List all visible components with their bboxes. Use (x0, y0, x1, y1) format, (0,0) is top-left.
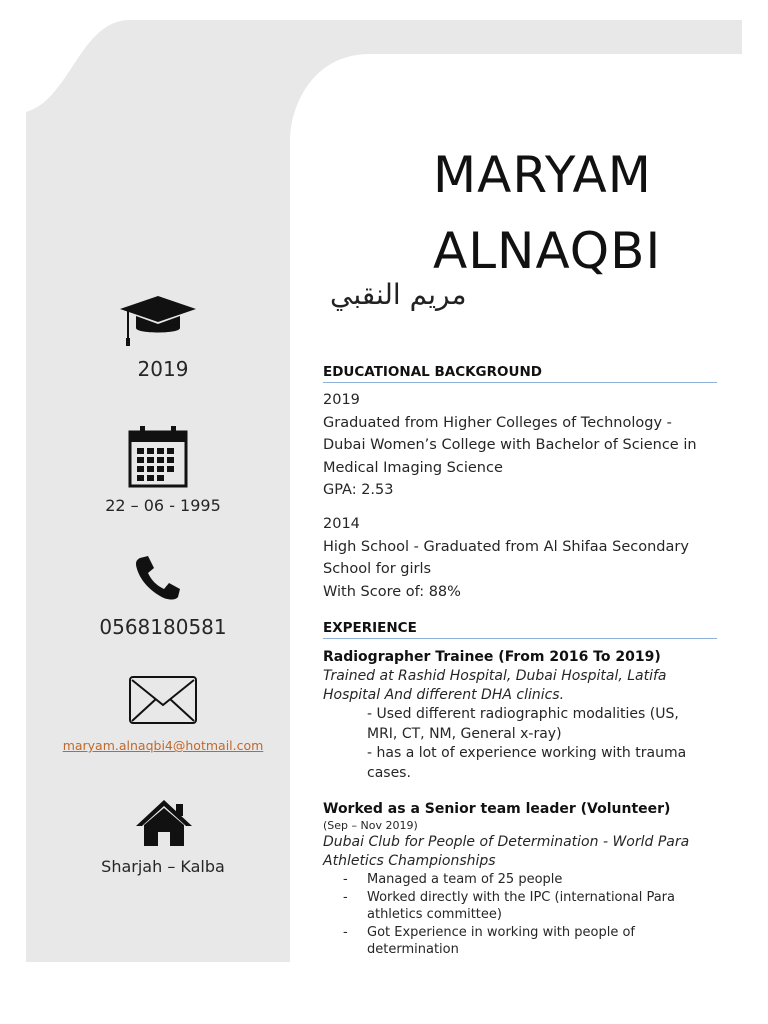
home-icon (134, 798, 194, 848)
list-item: - Worked directly with the IPC (international Para athletics committee) (323, 889, 717, 924)
education-entry-2019 (323, 389, 717, 502)
job-place: Trained at Rashid Hospital, Dubai Hospital, Latifa (323, 668, 667, 684)
education-text: Dubai Women’s College with Bachelor of Science in (323, 437, 697, 453)
job-point: - has a lot of experience working with trauma (367, 745, 687, 761)
job-place: Dubai Club for People of Determination - World Para (323, 834, 690, 850)
job-bullets (323, 871, 717, 959)
education-text: Graduated from Higher Colleges of Technology - (323, 414, 672, 431)
experience-job-1 (323, 647, 717, 783)
last-name: ALNAQBI (433, 222, 662, 280)
calendar-icon (128, 424, 188, 488)
education-text: School for girls (323, 561, 432, 577)
job-point: cases. (367, 764, 411, 781)
education-text: Medical Imaging Science (323, 459, 503, 476)
experience-job-2 (323, 799, 717, 959)
list-item: - Got Experience in working with people of determination (323, 924, 717, 959)
job-title: Worked as a Senior team leader (Volunteer) (323, 801, 671, 817)
education-year: 2019 (323, 392, 360, 408)
education-score: With Score of: 88% (323, 583, 461, 600)
list-item: - Managed a team of 25 people (323, 871, 717, 889)
graduation-year: 2019 (137, 357, 189, 381)
experience-heading: EXPERIENCE (323, 620, 717, 639)
envelope-icon (128, 675, 198, 725)
education-entry-2014 (323, 513, 717, 603)
graduation-cap-icon (118, 294, 198, 348)
phone-icon (134, 554, 182, 600)
location: Sharjah – Kalba (101, 857, 225, 876)
email-link[interactable]: maryam.alnaqbi4@hotmail.com (62, 738, 264, 753)
job-dates: (Sep – Nov 2019) (323, 819, 418, 832)
education-gpa: GPA: 2.53 (323, 482, 394, 498)
education-year: 2014 (323, 516, 360, 532)
education-text: High School - Graduated from Al Shifaa Secondary (323, 538, 689, 555)
phone-number: 0568180581 (99, 615, 227, 639)
job-point: MRI, CT, NM, General x-ray) (367, 725, 562, 742)
education-heading: EDUCATIONAL BACKGROUND (323, 364, 717, 383)
first-name: MARYAM (433, 146, 652, 204)
job-place: Athletics Championships (323, 853, 496, 869)
job-title: Radiographer Trainee (From 2016 To 2019) (323, 649, 661, 665)
birth-date: 22 – 06 - 1995 (105, 496, 221, 515)
job-point: - Used different radiographic modalities (US, (367, 706, 679, 722)
arabic-name: مريم النقبي (330, 278, 467, 311)
job-place: Hospital And different DHA clinics. (323, 687, 565, 703)
